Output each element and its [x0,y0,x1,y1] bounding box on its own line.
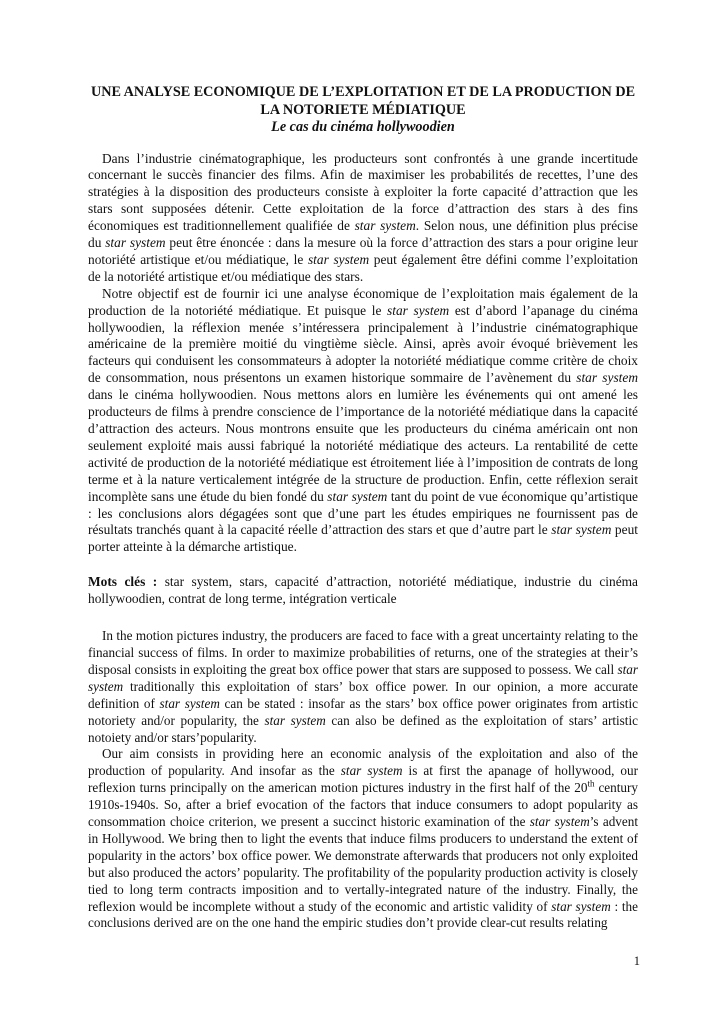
french-abstract [88,151,638,557]
abstract-paragraph-en-2: Our aim consists in providing here an economic analysis of the exploitation and also of the production of popularity. And insofar as the star system is at first the apanage of hollywood, our reflexion turns principally on the american motion pictures industry in the first half of the 20th century 1910s-1940s. So, after a brief evocation of the factors that induce consumers to adopt popularity as consommation choice criterion, we present a succinct historic examination of the star system’s advent in Hollywood. We bring then to light the events that induce films producers to understand the extent of popularity in the actors’ box office power. We demonstrate afterwards that producers not only exploited but also produced the actors’ popularity. The profitability of the popularity production activity is closely tied to long term contracts imposition and to vertally-integrated nature of the industry. Finally, the reflexion would be incomplete without a study of the economic and artistic validity of star system : the conclusions derived are on the one hand the empiric studies don’t provide clear-cut results relating [88,746,639,931]
page-number: 1 [633,954,640,968]
document-subtitle: Le cas du cinéma hollywoodien [271,119,455,135]
abstract-paragraph-en-1: In the motion pictures industry, the producers are faced to face with a great uncertainty relating to the financial success of films. In order to maximize probabilities of returns, one of the strategies at their’s disposal consists in exploiting the great box office power that stars are supposed to possess. We call star system traditionally this exploitation of stars’ box office power. In our opinion, a more accurate definition of star system can be stated : insofar as the stars’ box office power originates from artistic notoriety and/or popularity, the star system can also be defined as the exploitation of stars’ artistic notoiety and/or stars’popularity. [88,628,638,745]
keywords [88,574,638,608]
document-page [88,84,638,932]
document-title: UNE ANALYSE ECONOMIQUE DE L’EXPLOITATION ET DE LA PRODUCTION DE LA NOTORIETE MÉDIATIQUE [90,84,636,118]
keywords-text: star system, stars, capacité d’attraction, notoriété médiatique, industrie du cinéma hollywoodien, contrat de long terme, intégration verticale [88,574,638,607]
english-abstract [88,628,638,932]
keywords-label: Mots clés : [88,574,158,590]
abstract-paragraph-fr-2: Notre objectif est de fournir ici une analyse économique de l’exploitation mais également de la production de la notoriété médiatique. Et puisque le star system est d’abord l’apanage du cinéma hollywoodien, la réflexion menée s’intéressera principalement à l’industrie cinématographique américaine de la première moitié du vingtième siècle. Ainsi, après avoir évoqué brièvement les facteurs qui conduisent les consommateurs à adopter la notoriété médiatique comme critère de choix de consommation, nous présentons un examen historique sommaire de l’avènement du star system dans le cinéma hollywoodien. Nous mettons alors en lumière les événements qui ont amené les producteurs de films à prendre conscience de l’importance de la notoriété médiatique dans la capacité d’attraction des acteurs. Nous montrons ensuite que les producteurs du cinéma américain ont non seulement exploité mais aussi fabriqué la notoriété médiatique des acteurs. La rentabilité de cette activité de production de la notoriété médiatique est étroitement liée à l’imposition de contrats de long terme et à la nature verticalement intégrée de la structure de production. Enfin, cette réflexion serait incomplète sans une étude du bien fondé du star system tant du point de vue économique qu’artistique : les conclusions alors dégagées sont que d’une part les études empiriques ne fournissent pas de résultats tranchés quant à la capacité réelle d’attraction des stars et que d’autre part le star system peut porter atteinte à la démarche artistique. [88,285,638,555]
abstract-paragraph-fr-1: Dans l’industrie cinématographique, les producteurs sont confrontés à une grande incertitude concernant le succès financier des films. Afin de maximiser les probabilités de recettes, l’une des stratégies à la disposition des producteurs consiste à exploiter la forte capacité d’attraction que les stars sont supposées détenir. Cette exploitation de la force d’attraction des stars à des fins économiques est traditionnellement qualifiée de star system. Selon nous, une définition plus précise du star system peut être énoncée : dans la mesure où la force d’attraction des stars a pour origine leur notoriété artistique et/ou médiatique, le star system peut également être défini comme l’exploitation de la notoriété artistique et/ou médiatique des stars. [88,150,638,284]
